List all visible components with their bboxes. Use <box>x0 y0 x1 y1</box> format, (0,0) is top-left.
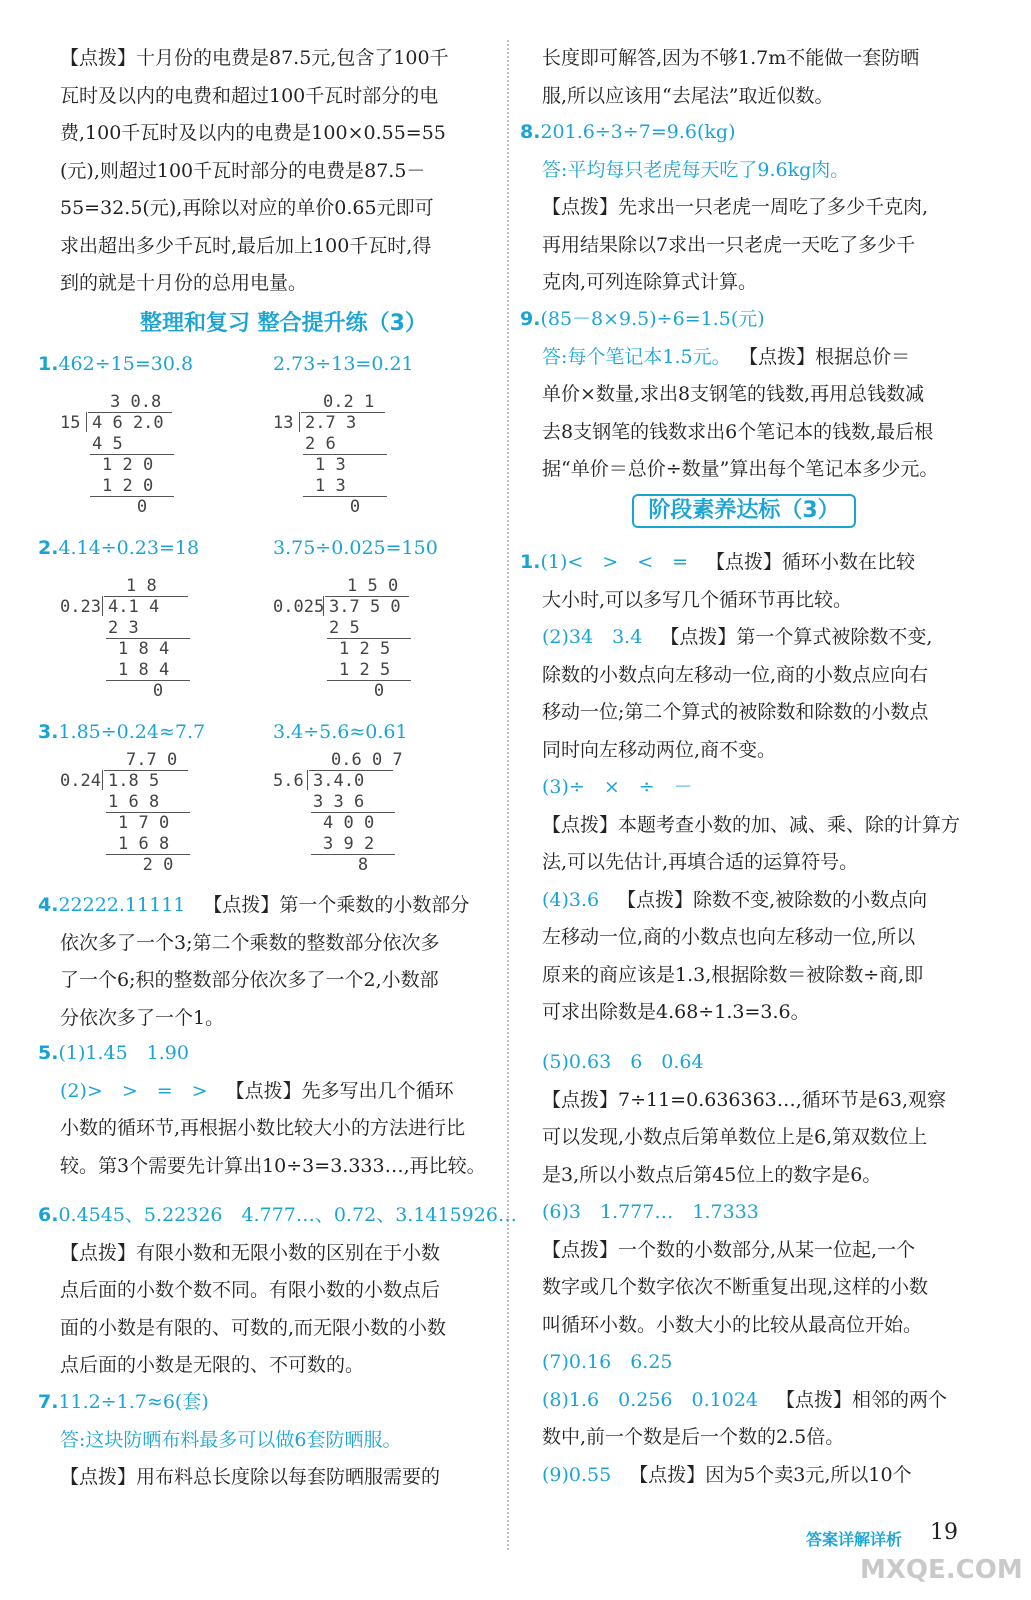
explanation-text: 【点拨】第一个算式被除数不变, <box>660 626 933 648</box>
explanation-text: 【点拨】用布料总长度除以每套防晒服需要的 <box>60 1466 441 1488</box>
text-line <box>60 1353 364 1377</box>
answer-text: (85－8×9.5)÷6=1.5(元) <box>540 308 765 330</box>
answer-text: 答:这块防晒布料最多可以做6套防晒服。 <box>60 1428 402 1451</box>
text-line <box>542 925 915 949</box>
text-line <box>542 233 915 257</box>
question-number: 8. <box>520 121 541 143</box>
division-step: 2 0 <box>142 855 174 875</box>
text-line: 服,所以应该用“去尾法”取近似数。 <box>542 84 834 107</box>
text-line <box>542 1275 928 1299</box>
answer-text: (9)0.55 <box>542 1463 612 1486</box>
explanation-text: 左移动一位,商的小数点也向左移动一位,所以 <box>542 926 916 948</box>
text-line <box>542 738 776 762</box>
division-step: 4 5 <box>92 434 123 454</box>
dividend: 4 6 2.0 <box>92 413 164 433</box>
watermark: MXQE.COM <box>860 1555 1023 1585</box>
explanation-text: 除数的小数点向左移动一位,商的小数点应向右 <box>542 663 929 686</box>
division-step: 2 3 <box>108 618 139 638</box>
text-line <box>542 1050 704 1074</box>
divisor: 15 <box>60 413 81 433</box>
divisor: 0.23 <box>60 597 101 617</box>
dividend: 3.4.0 <box>313 771 365 791</box>
footer-label: 答案详解详析 <box>806 1530 903 1549</box>
question-number: 1. <box>520 551 541 573</box>
explanation-text: 较。第3个需要先计算出10÷3=3.333…,再比较。 <box>60 1154 486 1177</box>
explanation-text: 分依次多了一个1。 <box>60 1006 225 1029</box>
text-line <box>542 963 923 987</box>
long-division-4 <box>273 576 403 706</box>
text-line <box>542 775 693 799</box>
text-line <box>60 1278 440 1302</box>
explanation-text: 面的小数是有限的、可数的,而无限小数的小数 <box>60 1316 447 1339</box>
question-3b: 3.4÷5.6≈0.61 <box>273 721 408 743</box>
page-number: 19 <box>930 1520 958 1545</box>
quotient: 1 8 <box>126 576 157 596</box>
text-line <box>542 888 927 912</box>
text-line <box>60 968 439 992</box>
question-1b: 2.73÷13=0.21 <box>273 353 414 375</box>
division-bracket <box>102 770 103 790</box>
explanation-text: 是3,所以小数点后第45位上的数字是6。 <box>542 1163 882 1186</box>
text-line: 到的就是十月份的总用电量。 <box>60 272 308 294</box>
question-2b: 3.75÷0.025=150 <box>273 537 438 559</box>
answer-text: 201.6÷3÷7=9.6(kg) <box>540 121 736 143</box>
division-step: 1 6 8 <box>118 834 170 854</box>
question-2: 2.4.14÷0.23=18 <box>38 537 200 559</box>
division-step: 1 2 0 <box>102 455 154 475</box>
division-step: 0 <box>349 497 361 517</box>
text-line: 55=32.5(元),再除以对应的单价0.65元即可 <box>60 197 434 219</box>
text-line <box>38 1203 517 1227</box>
quotient: 7.7 0 <box>126 750 178 770</box>
divisor: 13 <box>273 413 294 433</box>
text-line <box>542 588 852 612</box>
text-line: 瓦时及以内的电费和超过100千瓦时部分的电 <box>60 84 439 107</box>
question-1: 1.462÷15=30.8 <box>38 353 194 375</box>
division-bracket <box>299 412 300 432</box>
dividend: 4.1 4 <box>108 597 160 617</box>
section-heading-review: 整理和复习 整合提升练（3） <box>140 311 427 336</box>
answer-text: (5)0.63 6 0.64 <box>542 1051 704 1073</box>
division-step: 2 5 <box>329 618 360 638</box>
question-number: 6. <box>38 1204 59 1226</box>
explanation-text: 【点拨】本题考查小数的加、减、乘、除的计算方 <box>542 813 961 836</box>
division-step: 0 <box>152 681 164 701</box>
section-heading-stage: 阶段素养达标（3） <box>632 494 856 528</box>
explanation-text: 数中,前一个数是后一个数的2.5倍。 <box>542 1426 845 1448</box>
text-line <box>542 195 928 219</box>
answer-text: (7)0.16 6.25 <box>542 1351 673 1373</box>
explanation-text: 【点拨】7÷11=0.636363…,循环节是63,观察 <box>542 1088 947 1111</box>
text-line <box>542 1088 946 1112</box>
text-line <box>542 382 924 406</box>
explanation-text: 大小时,可以多写几个循环节再比较。 <box>542 588 853 611</box>
quotient: 0.2 1 <box>323 392 375 412</box>
division-step: 1 8 4 <box>118 660 170 680</box>
text-line <box>542 1238 915 1262</box>
text-line <box>542 1200 759 1224</box>
explanation-text: 【点拨】根据总价＝ <box>748 345 911 368</box>
divisor: 0.24 <box>60 771 101 791</box>
answer-text: (1)1.45 1.90 <box>58 1042 189 1064</box>
text-line <box>542 700 928 724</box>
dividend: 3.7 5 0 <box>329 597 401 617</box>
question-number: 9. <box>520 308 541 330</box>
long-division-3 <box>60 576 170 706</box>
answer-text: (4)3.6 <box>542 888 600 911</box>
text-line <box>542 1163 881 1187</box>
explanation-text: 叫循环小数。小数大小的比较从最高位开始。 <box>542 1313 923 1336</box>
text-line <box>542 1463 912 1487</box>
division-step: 0 <box>373 681 385 701</box>
answer-text: (6)3 1.777… 1.7333 <box>542 1201 759 1223</box>
text-line <box>542 1313 922 1337</box>
text-line <box>60 931 440 955</box>
division-bracket <box>86 412 87 432</box>
explanation-text: 【点拨】循环小数在比较 <box>706 551 916 573</box>
text-line <box>60 1241 440 1265</box>
text-line <box>542 813 960 837</box>
division-step: 1 2 0 <box>102 476 154 496</box>
answer-text: 22222.11111 <box>58 894 186 916</box>
division-step: 8 <box>357 855 369 875</box>
text-line <box>60 1465 440 1489</box>
text-line <box>542 625 932 649</box>
explanation-text: 【点拨】因为5个卖3元,所以10个 <box>629 1463 912 1486</box>
explanation-text: 【点拨】先求出一只老虎一周吃了多少千克肉, <box>542 196 929 218</box>
text-line <box>542 1425 844 1449</box>
text-line <box>542 1350 673 1374</box>
question-number: 5. <box>38 1042 59 1064</box>
text-line: 【点拨】十月份的电费是87.5元,包含了100千 <box>60 47 449 69</box>
division-bracket <box>102 596 103 616</box>
quotient: 1 5 0 <box>347 576 399 596</box>
text-line <box>520 550 915 574</box>
explanation-text: 【点拨】有限小数和无限小数的区别在于小数 <box>60 1241 441 1264</box>
long-division-2 <box>273 392 383 522</box>
explanation-text: 据“单价＝总价÷数量”算出每个笔记本多少元。 <box>542 458 939 480</box>
column-divider <box>507 40 509 1550</box>
text-line <box>542 345 910 369</box>
long-division-1 <box>60 392 170 522</box>
answer-text: (2)> > = > <box>60 1079 208 1102</box>
division-bracket <box>307 770 308 790</box>
answer-text: 11.2÷1.7≈6(套) <box>58 1391 209 1413</box>
question-number: 7. <box>38 1391 59 1413</box>
divisor: 5.6 <box>273 771 304 791</box>
division-step: 1 7 0 <box>118 813 170 833</box>
explanation-text: 同时向左移动两位,商不变。 <box>542 738 777 761</box>
text-line <box>60 1116 465 1140</box>
explanation-text: 去8支钢笔的钱数求出6个笔记本的钱数,最后根 <box>542 420 934 443</box>
answer-text: 答:平均每只老虎每天吃了9.6kg肉。 <box>542 158 850 181</box>
explanation-text: 单价×数量,求出8支钢笔的钱数,再用总钱数减 <box>542 383 925 405</box>
explanation-text: 再用结果除以7求出一只老虎一天吃了多少千 <box>542 233 916 256</box>
division-step: 3 9 2 <box>323 834 375 854</box>
explanation-text: 原来的商应该是1.3,根据除数＝被除数÷商,即 <box>542 963 924 986</box>
explanation-text: 【点拨】相邻的两个 <box>776 1388 948 1411</box>
text-line <box>542 850 858 874</box>
text-line <box>542 457 938 481</box>
explanation-text: 【点拨】第一个乘数的小数部分 <box>203 894 470 916</box>
question-3: 3.1.85÷0.24≈7.7 <box>38 721 206 743</box>
explanation-text: 依次多了一个3;第二个乘数的整数部分依次多 <box>60 931 440 954</box>
answer-text: (1)< > < = <box>540 551 689 573</box>
text-line <box>520 307 765 331</box>
explanation-text: 小数的循环节,再根据小数比较大小的方法进行比 <box>60 1117 466 1139</box>
answer-text: (2)34 3.4 <box>542 626 643 648</box>
explanation-text: 【点拨】先多写出几个循环 <box>225 1079 454 1102</box>
explanation-text: 点后面的小数是无限的、不可数的。 <box>60 1354 365 1376</box>
explanation-text: 【点拨】一个数的小数部分,从某一位起,一个 <box>542 1238 916 1261</box>
text-line <box>60 1428 402 1452</box>
explanation-text: 可以发现,小数点后第单数位上是6,第双数位上 <box>542 1126 928 1148</box>
explanation-text: 移动一位;第二个算式的被除数和除数的小数点 <box>542 701 929 723</box>
division-step: 2 6 <box>305 434 336 454</box>
long-division-5 <box>60 750 200 880</box>
explanation-text: 克肉,可列连除算式计算。 <box>542 271 758 293</box>
explanation-text: 了一个6;积的整数部分依次多了一个2,小数部 <box>60 969 439 991</box>
text-line <box>520 120 736 144</box>
question-number: 4. <box>38 894 59 916</box>
long-division-6 <box>273 750 413 880</box>
quotient: 0.6 0 7 <box>331 750 403 770</box>
explanation-text: 法,可以先估计,再填合适的运算符号。 <box>542 851 859 873</box>
dividend: 2.7 3 <box>305 413 357 433</box>
text-line <box>542 270 757 294</box>
division-step: 0 <box>136 497 148 517</box>
answer-text: (3)÷ × ÷ － <box>542 776 693 798</box>
text-line <box>60 1006 224 1030</box>
explanation-text: 可求出除数是4.68÷1.3=3.6。 <box>542 1001 810 1023</box>
division-step: 1 2 5 <box>339 660 391 680</box>
text-line <box>542 663 928 687</box>
text-line <box>38 893 469 917</box>
text-line <box>60 1079 454 1103</box>
text-line: 长度即可解答,因为不够1.7m不能做一套防晒 <box>542 47 920 69</box>
division-step: 3 3 6 <box>313 792 365 812</box>
dividend: 1.8 5 <box>108 771 160 791</box>
answer-text: (8)1.6 0.256 0.1024 <box>542 1388 759 1411</box>
answer-text: 0.4545、5.22326 4.777…、0.72、3.1415926… <box>58 1204 517 1226</box>
explanation-text: 点后面的小数个数不同。有限小数的小数点后 <box>60 1279 441 1301</box>
text-line <box>542 158 849 182</box>
text-line: 费,100千瓦时及以内的电费是100×0.55=55 <box>60 122 446 144</box>
text-line <box>542 1125 927 1149</box>
text-line <box>60 1316 446 1340</box>
text-line <box>542 420 933 444</box>
division-step: 1 8 4 <box>118 639 170 659</box>
division-step: 1 2 5 <box>339 639 391 659</box>
text-line <box>38 1041 189 1065</box>
text-line <box>38 1390 209 1414</box>
division-step: 4 0 0 <box>323 813 375 833</box>
text-line <box>542 1000 810 1024</box>
answer-text: 答:每个笔记本1.5元。 <box>542 345 731 368</box>
division-step: 1 6 8 <box>108 792 160 812</box>
quotient: 3 0.8 <box>110 392 162 412</box>
division-step: 1 3 <box>315 455 346 475</box>
text-line <box>60 1154 486 1178</box>
text-line: 求出超出多少千瓦时,最后加上100千瓦时,得 <box>60 234 432 257</box>
divisor: 0.025 <box>273 597 325 617</box>
explanation-text: 数字或几个数字依次不断重复出现,这样的小数 <box>542 1276 929 1298</box>
text-line: (元),则超过100千瓦时部分的电费是87.5－ <box>60 159 426 182</box>
text-line <box>542 1388 947 1412</box>
division-step: 1 3 <box>315 476 346 496</box>
explanation-text: 【点拨】除数不变,被除数的小数点向 <box>617 888 928 911</box>
